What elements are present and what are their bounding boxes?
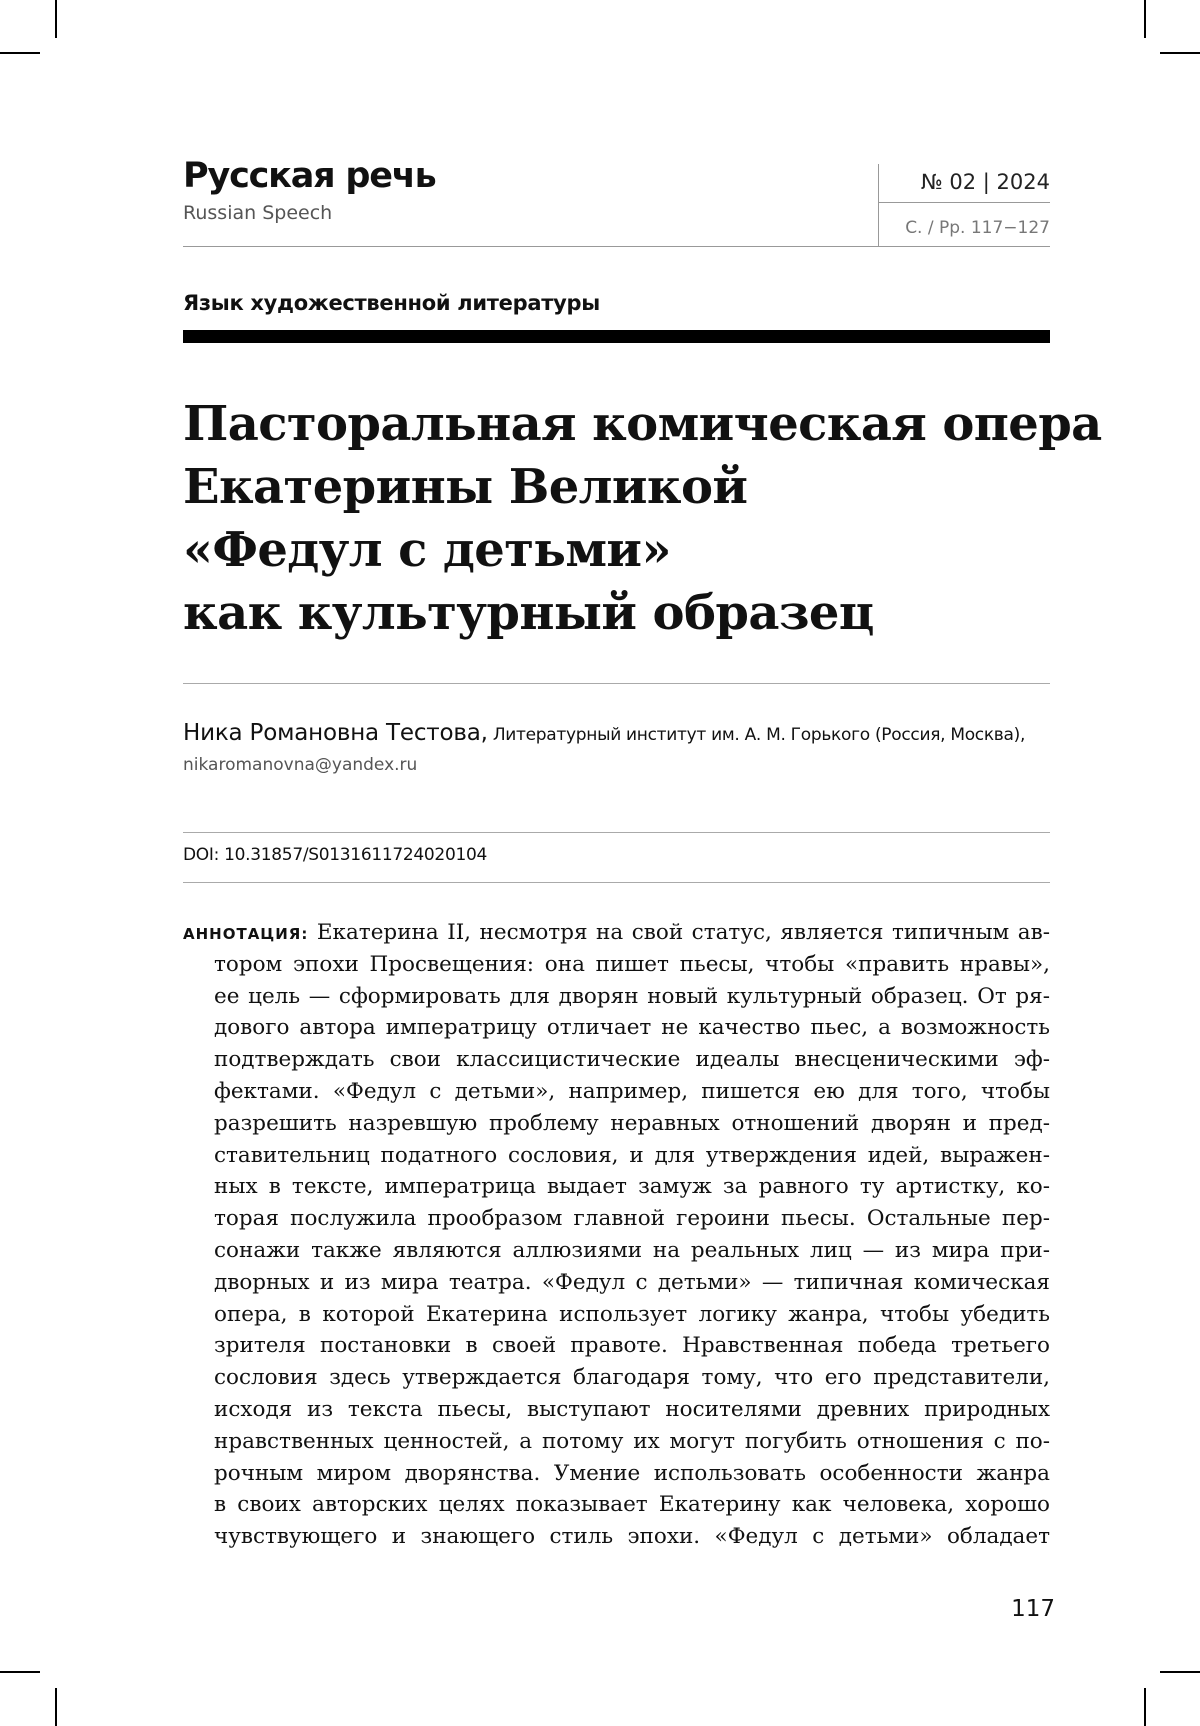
crop-mark-top-right-h bbox=[1160, 52, 1200, 54]
abstract-line: тором эпохи Просвещения: она пишет пьесы, чтобы «править нравы», bbox=[214, 951, 1050, 977]
article-title bbox=[183, 393, 1102, 645]
page-number: 117 bbox=[1011, 1596, 1055, 1622]
abstract-line: дового автора императрицу отличает не качество пьес, а возможность bbox=[214, 1015, 1050, 1041]
abstract-line: исходя из текста пьесы, выступают носителями древних природных bbox=[214, 1396, 1050, 1422]
section-rule bbox=[183, 330, 1050, 343]
author-affiliation: Литературный институт им. А. М. Горького (Россия, Москва), bbox=[492, 725, 1026, 745]
author-name: Ника Романовна Тестова, bbox=[183, 720, 488, 746]
title-line: как культурный образец bbox=[183, 585, 874, 641]
abstract-label: АННОТАЦИЯ: bbox=[183, 925, 309, 943]
header-rule bbox=[183, 246, 1050, 247]
page-range: С. / Pp. 117−127 bbox=[905, 218, 1050, 238]
abstract-line: чувствующего и знающего стиль эпохи. «Федул с детьми» обладает bbox=[214, 1524, 1050, 1550]
header-divider-middle bbox=[878, 202, 1050, 203]
issue-number: № 02 | 2024 bbox=[920, 170, 1050, 194]
crop-mark-top-right-v bbox=[1144, 0, 1146, 38]
abstract-line: нравственных ценностей, а потому их могут погубить отношения с по- bbox=[214, 1428, 1050, 1454]
author-line bbox=[183, 720, 1025, 746]
section-label: Язык художественной литературы bbox=[183, 291, 600, 315]
crop-mark-bottom-left-v bbox=[55, 1688, 57, 1726]
abstract-line: торая послужила прообразом главной героини пьесы. Остальные пер- bbox=[214, 1206, 1050, 1232]
journal-subtitle: Russian Speech bbox=[183, 202, 333, 224]
abstract-line: дворных и из мира театра. «Федул с детьми» — типичная комическая bbox=[214, 1269, 1050, 1295]
abstract-line: рочным миром дворянства. Умение использовать особенности жанра bbox=[214, 1460, 1050, 1486]
abstract-line: сонажи также являются аллюзиями на реальных лиц — из мира при- bbox=[214, 1237, 1050, 1263]
crop-mark-top-left-v bbox=[55, 0, 57, 38]
abstract-line: ставительниц податного сословия, и для утверждения идей, выражен- bbox=[214, 1142, 1050, 1168]
title-line: Екатерины Великой bbox=[183, 459, 748, 515]
abstract-line: зрителя постановки в своей правоте. Нравственная победа третьего bbox=[214, 1333, 1050, 1359]
abstract-line: разрешить назревшую проблему неравных отношений дворян и пред- bbox=[214, 1110, 1050, 1136]
abstract-line: опера, в которой Екатерина использует логику жанра, чтобы убедить bbox=[214, 1301, 1050, 1327]
doi[interactable]: DOI: 10.31857/S0131611724020104 bbox=[183, 845, 488, 865]
abstract-line bbox=[183, 917, 1050, 949]
abstract-line: ных в тексте, императрица выдает замуж за равного ту артистку, ко- bbox=[214, 1174, 1050, 1200]
abstract-line: сословия здесь утверждается благодаря тому, что его представители, bbox=[214, 1365, 1050, 1391]
crop-mark-bottom-left-h bbox=[0, 1671, 40, 1673]
abstract-line: ее цель — сформировать для дворян новый культурный образец. От ря- bbox=[214, 983, 1050, 1009]
author-rule bbox=[183, 832, 1050, 833]
journal-title: Русская речь bbox=[183, 156, 436, 196]
author-email[interactable]: nikaromanovna@yandex.ru bbox=[183, 755, 418, 775]
crop-mark-bottom-right-v bbox=[1144, 1688, 1146, 1726]
title-line: «Федул с детьми» bbox=[183, 522, 671, 578]
title-line: Пасторальная комическая опера bbox=[183, 396, 1102, 452]
doi-rule bbox=[183, 882, 1050, 883]
abstract-text: Екатерина II, несмотря на свой статус, является типичным ав- bbox=[316, 920, 1050, 945]
abstract bbox=[183, 917, 1050, 1553]
abstract-line: в своих авторских целях показывает Екатерину как человека, хорошо bbox=[214, 1492, 1050, 1518]
header-divider-vertical bbox=[878, 164, 879, 246]
abstract-line: подтверждать свои классицистические идеалы внесценическими эф- bbox=[214, 1047, 1050, 1073]
crop-mark-top-left-h bbox=[0, 52, 40, 54]
crop-mark-bottom-right-h bbox=[1160, 1671, 1200, 1673]
title-rule bbox=[183, 683, 1050, 684]
abstract-line: фектами. «Федул с детьми», например, пишется ею для того, чтобы bbox=[214, 1078, 1050, 1104]
